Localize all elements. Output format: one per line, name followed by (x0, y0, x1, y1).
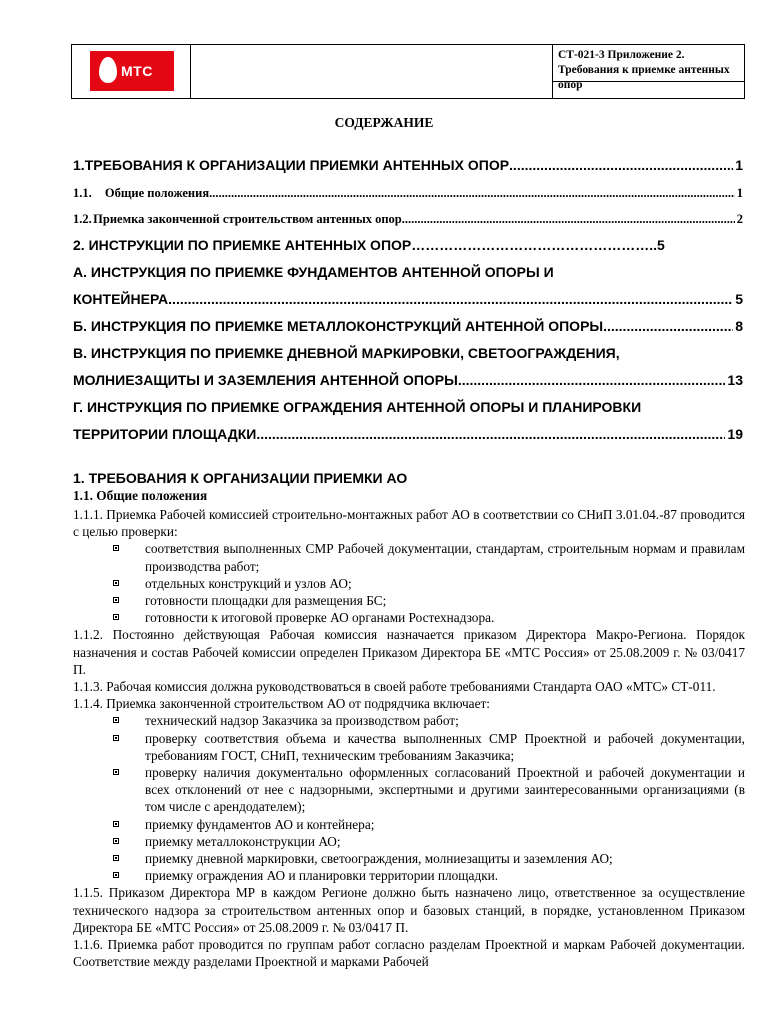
square-bullet-icon (113, 769, 119, 775)
toc-page: 13 (727, 372, 743, 388)
toc-entry[interactable] (73, 318, 743, 334)
mts-logo (90, 51, 174, 91)
logo-text: МТС (121, 63, 153, 79)
toc-text: ТЕРРИТОРИИ ПЛОЩАДКИ (73, 426, 257, 442)
toc-leader (603, 318, 733, 334)
page-title: СОДЕРЖАНИЕ (334, 115, 434, 130)
list-item: готовности площадки для размещения БС; (73, 592, 745, 609)
list-item: приемку ограждения АО и планировки территории площадки. (73, 867, 745, 884)
list-item: готовности к итоговой проверке АО органами Ростехнадзора. (73, 609, 745, 626)
body-text (73, 506, 745, 970)
paragraph-1-1-6: 1.1.6. Приемка работ проводится по группам работ согласно разделам Проектной и маркам Рабочей документации. Соответствие между разделами Проектной и марками Рабочей (73, 937, 745, 970)
toc-text: МОЛНИЕЗАЩИТЫ И ЗАЗЕМЛЕНИЯ АНТЕННОЙ ОПОРЫ (73, 372, 458, 388)
toc-num: 1.2. (73, 212, 92, 226)
list-item: проверку наличия документально оформленных согласований Проектной и рабочей документации и всех отклонений от нее с надзорными, экспертными и другими заинтересованными организациями (в том числе с арендодателем); (73, 764, 745, 816)
toc-page: 2 (736, 212, 743, 226)
toc-leader (509, 157, 733, 173)
toc-entry[interactable] (73, 157, 743, 173)
toc-leader (209, 186, 735, 201)
toc-leader (256, 426, 725, 442)
logo-cell (72, 45, 191, 98)
square-bullet-icon (113, 872, 119, 878)
toc-page: 1 (735, 157, 743, 173)
square-bullet-icon (113, 717, 119, 723)
square-bullet-icon (113, 545, 119, 551)
acceptance-list (73, 712, 745, 884)
header-empty-cell (190, 45, 553, 98)
toc-page: 19 (727, 426, 743, 442)
toc-entry-line1[interactable]: А. ИНСТРУКЦИЯ ПО ПРИЕМКЕ ФУНДАМЕНТОВ АНТЕННОЙ ОПОРЫ И (73, 264, 554, 280)
toc-entry[interactable] (73, 291, 743, 307)
toc-page: 5 (735, 291, 743, 307)
toc-leader (402, 212, 735, 227)
square-bullet-icon (113, 735, 119, 741)
square-bullet-icon (113, 838, 119, 844)
toc-text: КОНТЕЙНЕРА (73, 291, 169, 307)
toc-num: 2. (73, 237, 85, 253)
list-item: проверку соответствия объема и качества выполненных СМР Проектной и рабочей документации, требованиям ГОСТ, СНиП, техническим требованиям Заказчика; (73, 730, 745, 764)
toc-page: 1 (736, 186, 743, 200)
toc-text: ТРЕБОВАНИЯ К ОРГАНИЗАЦИИ ПРИЕМКИ АНТЕННЫХ ОПОР (84, 157, 510, 173)
paragraph-1-1-5: 1.1.5. Приказом Директора МР в каждом Регионе должно быть назначено лицо, ответственное за осуществление технического надзора за строительством антенных опор и базовых станций, в порядке, установленном Приказом Директора БЕ «МТС Россия» от 25.08.2009 г. № 03/0417 П. (73, 885, 745, 935)
toc-num: 1. (73, 157, 85, 173)
list-item: приемку фундаментов АО и контейнера; (73, 816, 745, 833)
paragraph-1-1-4: 1.1.4. Приемка законченной строительством АО от подрядчика включает: (73, 696, 490, 712)
square-bullet-icon (113, 855, 119, 861)
square-bullet-icon (113, 580, 119, 586)
toc-entry-line1[interactable]: Г. ИНСТРУКЦИЯ ПО ПРИЕМКЕ ОГРАЖДЕНИЯ АНТЕННОЙ ОПОРЫ И ПЛАНИРОВКИ (73, 399, 642, 415)
toc-leader (458, 372, 726, 388)
square-bullet-icon (113, 821, 119, 827)
doc-code: СТ-021-3 Приложение 2. Требования к приемке антенных опор (553, 45, 744, 82)
toc-entry[interactable] (73, 426, 743, 442)
toc-page: 8 (735, 318, 743, 334)
paragraph-1-1-2: 1.1.2. Постоянно действующая Рабочая комиссия назначается приказом Директора Макро-Региона. Порядок назначения и состав Рабочей комиссии определен Приказом Директора БЕ «МТС Россия» от 25.08.2009 г. № 03/0417 П. (73, 627, 745, 677)
toc-text: Б. ИНСТРУКЦИЯ ПО ПРИЕМКЕ МЕТАЛЛОКОНСТРУКЦИЙ АНТЕННОЙ ОПОРЫ (73, 318, 604, 334)
subsection-heading: 1.1. Общие положения (73, 488, 208, 503)
toc-text: Приемка законченной строительством антенных опор (93, 212, 402, 226)
list-item: приемку металлоконструкции АО; (73, 833, 745, 850)
toc-num: 1.1. (73, 186, 92, 200)
toc-leader (168, 291, 733, 307)
list-item: отдельных конструкций и узлов АО; (73, 575, 745, 592)
doc-code-cell (553, 45, 744, 98)
toc-text: ИНСТРУКЦИИ ПО ПРИЕМКЕ АНТЕННЫХ ОПОР……………………………………………..5 (88, 237, 665, 253)
paragraph-1-1-1: 1.1.1. Приемка Рабочей комиссией строительно-монтажных работ АО в соответствии со СНиП 3.01.04.-87 проводится с целью проверки: (73, 507, 745, 540)
toc-entry[interactable] (73, 372, 743, 388)
list-item: технический надзор Заказчика за производством работ; (73, 712, 745, 729)
section-heading: 1. ТРЕБОВАНИЯ К ОРГАНИЗАЦИИ ПРИЕМКИ АО (73, 470, 408, 486)
square-bullet-icon (113, 597, 119, 603)
list-item: приемку дневной маркировки, светоограждения, молниезащиты и заземления АО; (73, 850, 745, 867)
egg-icon (99, 57, 117, 83)
toc-entry[interactable] (73, 186, 743, 201)
check-list (73, 540, 745, 626)
toc-entry-line1[interactable]: В. ИНСТРУКЦИЯ ПО ПРИЕМКЕ ДНЕВНОЙ МАРКИРОВКИ, СВЕТООГРАЖДЕНИЯ, (73, 345, 620, 361)
square-bullet-icon (113, 614, 119, 620)
toc-text: Общие положения (104, 186, 210, 200)
document-header-table (71, 44, 745, 99)
toc-entry[interactable] (73, 212, 743, 227)
paragraph-1-1-3: 1.1.3. Рабочая комиссия должна руководствоваться в своей работе требованиями Стандарта ОАО «МТС» СТ-011. (73, 679, 716, 695)
toc-entry[interactable] (73, 237, 743, 253)
list-item: соответствия выполненных СМР Рабочей документации, стандартам, строительным нормам и правилам производства работ; (73, 540, 745, 574)
